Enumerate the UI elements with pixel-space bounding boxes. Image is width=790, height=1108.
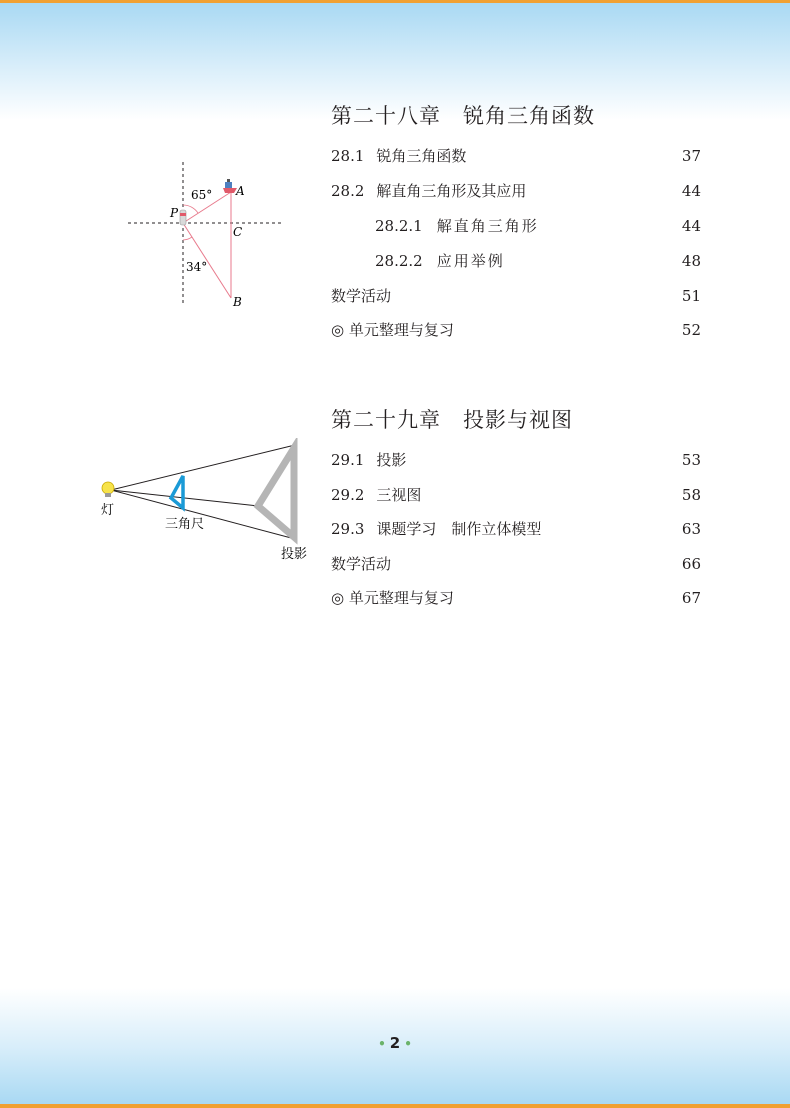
lamp-label: 灯 xyxy=(101,503,115,518)
toc-entry-label: 数学活动 xyxy=(331,555,392,573)
projection-label: 投影 xyxy=(281,547,308,562)
toc-entry-label: 数学活动 xyxy=(331,287,392,305)
page-number-value: 2 xyxy=(389,1034,401,1052)
angle-label-34: 34° xyxy=(186,260,208,274)
toc-entry-29-3[interactable] xyxy=(331,517,701,541)
toc-entry-page: 52 xyxy=(681,321,701,339)
toc-entry-label: 解直角三角形 xyxy=(436,217,539,235)
set-square-icon xyxy=(171,476,183,508)
toc-entry-number: 28.2.1 xyxy=(375,217,423,235)
toc-entry-29-2[interactable] xyxy=(331,483,701,507)
toc-entry-page: 66 xyxy=(681,555,701,573)
toc-entry-29-activity[interactable] xyxy=(331,552,701,576)
toc-entry-page: 44 xyxy=(681,182,701,200)
toc-entry-number: 28.2 xyxy=(331,182,365,200)
page-number xyxy=(0,1034,790,1052)
point-label-p: P xyxy=(170,206,179,220)
toc-entry-page: 63 xyxy=(681,520,701,538)
toc-entry-label: 课题学习 制作立体模型 xyxy=(376,520,542,538)
point-label-c: C xyxy=(233,225,243,239)
toc-entry-page: 58 xyxy=(681,486,701,504)
light-bulb-icon xyxy=(102,482,114,497)
toc-entry-page: 37 xyxy=(681,147,701,165)
page-number-dot-icon: • xyxy=(378,1037,386,1051)
toc-entry-number: 29.2 xyxy=(331,486,365,504)
set-square-label: 三角尺 xyxy=(165,517,205,532)
projection-figure xyxy=(95,438,315,566)
toc-entry-page: 51 xyxy=(681,287,701,305)
angle-label-65: 65° xyxy=(191,188,213,202)
toc-entry-28-1[interactable] xyxy=(331,144,701,168)
toc-entry-label: 应用举例 xyxy=(436,252,505,270)
toc-entry-28-review[interactable] xyxy=(331,318,701,342)
chapter-29-title: 第二十九章 投影与视图 xyxy=(331,408,573,432)
toc-entry-label: ◎ 单元整理与复习 xyxy=(331,321,454,339)
toc-entry-28-activity[interactable] xyxy=(331,284,701,308)
toc-entry-29-review[interactable] xyxy=(331,586,701,610)
lighthouse-icon xyxy=(180,210,186,225)
shadow-triangle-icon xyxy=(258,448,294,537)
toc-entry-number: 29.3 xyxy=(331,520,365,538)
chapter-28-title: 第二十八章 锐角三角函数 xyxy=(331,104,595,128)
page-number-dot-icon: • xyxy=(404,1037,412,1051)
toc-entry-page: 44 xyxy=(681,217,701,235)
toc-entry-28-2[interactable] xyxy=(331,179,701,203)
toc-entry-label: ◎ 单元整理与复习 xyxy=(331,589,454,607)
toc-entry-29-1[interactable] xyxy=(331,448,701,472)
toc-entry-page: 67 xyxy=(681,589,701,607)
toc-entry-number: 29.1 xyxy=(331,451,365,469)
toc-entry-label: 解直角三角形及其应用 xyxy=(376,182,527,200)
toc-entry-number: 28.2.2 xyxy=(375,252,423,270)
toc-entry-label: 投影 xyxy=(376,451,407,469)
point-label-b: B xyxy=(233,295,242,309)
toc-entry-label: 锐角三角函数 xyxy=(376,147,467,165)
ship-icon xyxy=(223,179,237,193)
toc-entry-number: 28.1 xyxy=(331,147,365,165)
toc-entry-page: 53 xyxy=(681,451,701,469)
toc-entry-label: 三视图 xyxy=(376,486,422,504)
trig-bearing-figure xyxy=(125,160,285,310)
projection-ray-top xyxy=(111,445,295,490)
angle-arc-bottom xyxy=(183,237,192,240)
toc-entry-page: 48 xyxy=(681,252,701,270)
toc-entry-28-2-1[interactable] xyxy=(375,214,701,238)
toc-entry-28-2-2[interactable] xyxy=(375,249,701,273)
point-label-a: A xyxy=(236,184,245,198)
